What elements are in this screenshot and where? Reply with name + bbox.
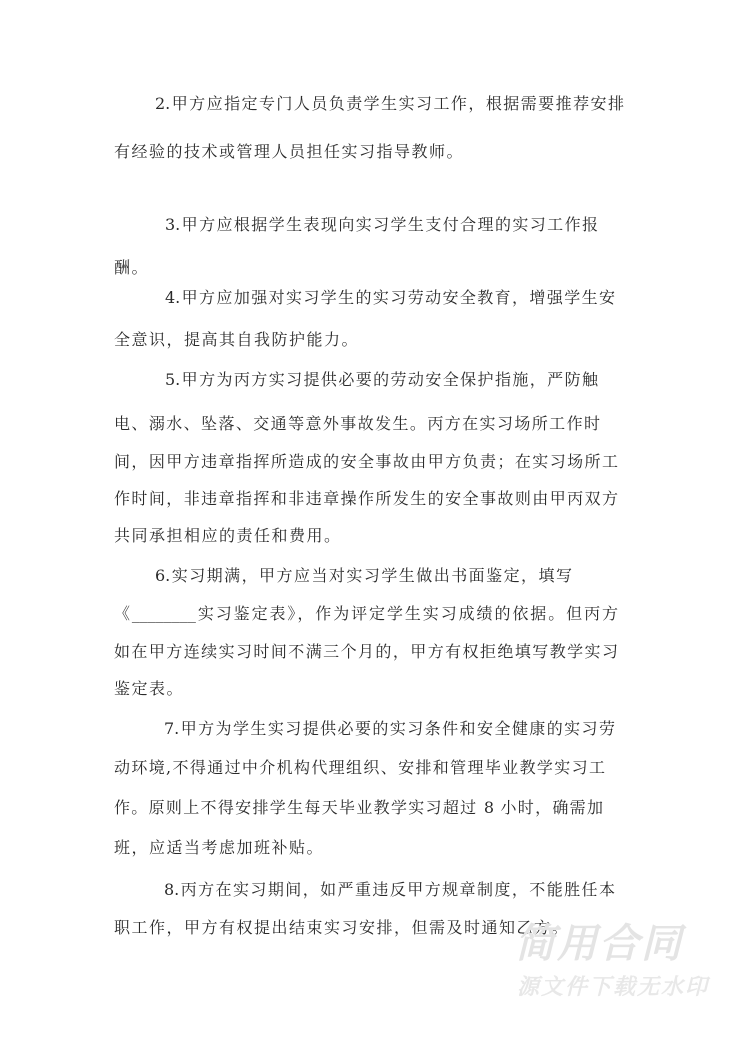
text-line: 8.丙方在实习期间，如严重违反甲方规章制度，不能胜任本 <box>164 880 615 899</box>
text-line: 全意识，提高其自我防护能力。 <box>114 330 360 349</box>
text-line: 《________实习鉴定表》，作为评定学生实习成绩的依据。但丙方 <box>114 604 618 623</box>
text-line: 如在甲方连续实习时间不满三个月的，甲方有权拒绝填写教学实习 <box>114 642 618 661</box>
text-line: 2.甲方应指定专门人员负责学生实习工作，根据需要推荐安排 <box>155 94 624 113</box>
text-line: 共同承担相应的责任和费用。 <box>114 526 342 545</box>
text-line: 作。原则上不得安排学生每天毕业教学实习超过 8 小时，确需加 <box>114 798 603 817</box>
watermark-subtitle: 源文件下载无水印 <box>517 975 710 1000</box>
text-line: 6.实习期满，甲方应当对实习学生做出书面鉴定，填写 <box>155 566 572 585</box>
text-line: 间，因甲方违章指挥所造成的安全事故由甲方负责；在实习场所工 <box>114 452 618 471</box>
text-line: 3.甲方应根据学生表现向实习学生支付合理的实习工作报 <box>165 215 598 234</box>
text-line: 鉴定表。 <box>114 679 185 698</box>
text-line: 动环境,不得通过中介机构代理组织、安排和管理毕业教学实习工 <box>114 758 605 777</box>
text-line: 4.甲方应加强对实习学生的实习劳动安全教育，增强学生安 <box>165 288 615 307</box>
text-line: 作时间，非违章指挥和非违章操作所发生的安全事故则由甲丙双方 <box>114 489 618 508</box>
watermark-title: 简用合同 <box>515 921 683 967</box>
text-line: 班，应适当考虑加班补贴。 <box>114 838 325 857</box>
text-line: 酬。 <box>114 258 150 277</box>
text-line: 5.甲方为丙方实习提供必要的劳动安全保护指施，严防触 <box>165 370 598 389</box>
text-line: 职工作，甲方有权提出结束实习安排，但需及时通知乙方。 <box>114 918 570 937</box>
text-line: 电、溺水、坠落、交通等意外事故发生。丙方在实习场所工作时 <box>114 414 600 433</box>
text-line: 有经验的技术或管理人员担任实习指导教师。 <box>114 142 465 161</box>
text-line: 7.甲方为学生实习提供必要的实习条件和安全健康的实习劳 <box>164 719 615 738</box>
